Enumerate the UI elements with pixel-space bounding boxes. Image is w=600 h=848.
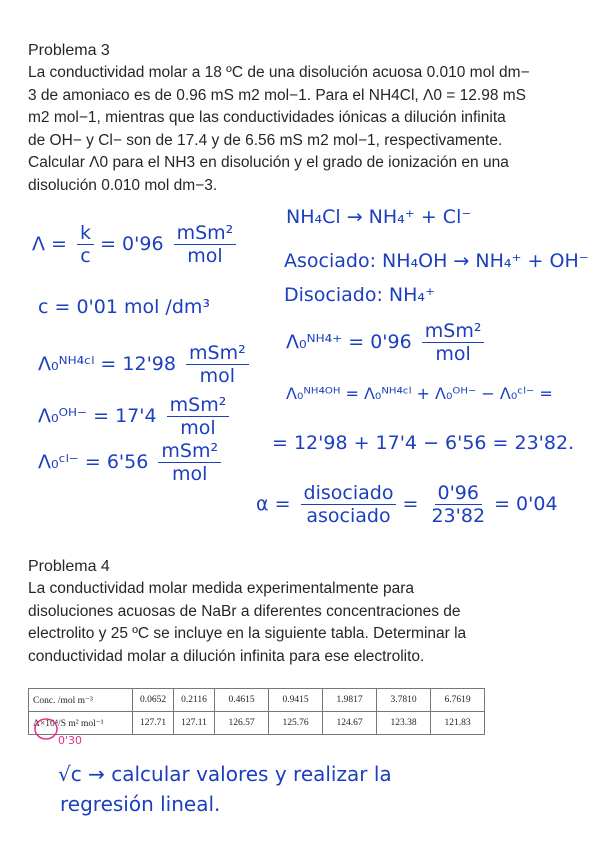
lambda0-nh4oh-equation: Λ₀ᴺᴴ⁴ᴼᴴ = Λ₀ᴺᴴ⁴ᶜˡ + Λ₀ᴼᴴ⁻ − Λ₀ᶜˡ⁻ = (286, 384, 553, 403)
problem-3-line: disolución 0.010 mol dm−3. (28, 176, 218, 194)
table-row: Λ×10⁴/S m² mol⁻¹ 127.71 127.11 126.57 125.76 124.67 123.38 121.83 (29, 712, 485, 735)
unit-fraction: $\frac{\text{mSm²}}{\text{mol}}$ (174, 222, 237, 267)
ionization-degree: α = $\frac{\text{disociado}}{\text{asociado}}$ = $\frac{0'96}{23'82}$ = 0'04 (256, 482, 558, 527)
regression-note: regresión lineal. (60, 792, 221, 816)
sqrt-c-note: √c → calcular valores y realizar la (58, 762, 392, 786)
lambda0-oh: Λ₀ᴼᴴ⁻ = 17'4 $\frac{\text{mSm²}}{\text{mol}}$ (38, 394, 229, 439)
reaction-nh4cl: NH₄Cl → NH₄⁺ + Cl⁻ (286, 206, 472, 228)
problem-4-line: electrolito y 25 ºC se incluye en la siguiente tabla. Determinar la (28, 625, 467, 642)
asociado-line: Asociado: NH₄OH → NH₄⁺ + OH⁻ (284, 250, 589, 272)
conductivity-table (28, 688, 485, 735)
problem-3 (28, 40, 576, 197)
lambda0-nh4cl: Λ₀ᴺᴴ⁴ᶜˡ = 12'98 $\frac{\text{mSm²}}{\text{mol}}$ (38, 342, 249, 387)
k-symbol: k (77, 222, 94, 245)
pink-note: 0'30 (58, 734, 83, 747)
problem-3-line: m2 mol−1, mientras que las conductividades iónicas a dilución infinita (28, 109, 506, 126)
problem-4-line: La conductividad molar medida experimentalmente para (28, 580, 414, 597)
problem-4-line: conductividad molar a dilución infinita para ese electrolito. (28, 647, 425, 665)
lambda0-cl: Λ₀ᶜˡ⁻ = 6'56 $\frac{\text{mSm²}}{\text{mol}}$ (38, 440, 221, 485)
problem-4 (28, 556, 576, 668)
molar-conductivity-formula (32, 222, 236, 267)
problem-4-line: disoluciones acuosas de NaBr a diferentes concentraciones de (28, 602, 461, 620)
problem-4-title: Problema 4 (28, 558, 110, 575)
problem-3-line: de OH− y Cl− son de 17.4 y de 6.56 mS m2 mol−1, respectivamente. (28, 131, 503, 149)
problem-3-line: 3 de amoniaco es de 0.96 mS m2 mol−1. Para el NH4Cl, Λ0 = 12.98 mS (28, 86, 526, 104)
lambda0-nh4: Λ₀ᴺᴴ⁴⁺ = 0'96 $\frac{\text{mSm²}}{\text{mol}}$ (286, 320, 484, 365)
lambda-value: = 0'96 (100, 233, 164, 255)
table-row: Conc. /mol m⁻³ 0.0652 0.2116 0.4615 0.9415 1.9817 3.7810 6.7619 (29, 689, 485, 712)
header-lambda: Λ×10⁴/S m² mol⁻¹ (29, 712, 133, 735)
header-conc: Conc. /mol m⁻³ (29, 689, 133, 712)
problem-3-line: Calcular Λ0 para el NH3 en disolución y el grado de ionización en una (28, 154, 509, 171)
k-over-c (77, 222, 94, 267)
problem-3-line: La conductividad molar a 18 ºC de una disolución acuosa 0.010 mol dm− (28, 64, 530, 81)
lambda-lhs: Λ = (32, 233, 67, 255)
concentration-line: c = 0'01 mol /dm³ (38, 296, 211, 318)
disociado-line: Disociado: NH₄⁺ (284, 284, 436, 306)
problem-3-title: Problema 3 (28, 42, 110, 59)
sum-result: = 12'98 + 17'4 − 6'56 = 23'82. (272, 432, 575, 454)
c-symbol: c (80, 245, 91, 267)
